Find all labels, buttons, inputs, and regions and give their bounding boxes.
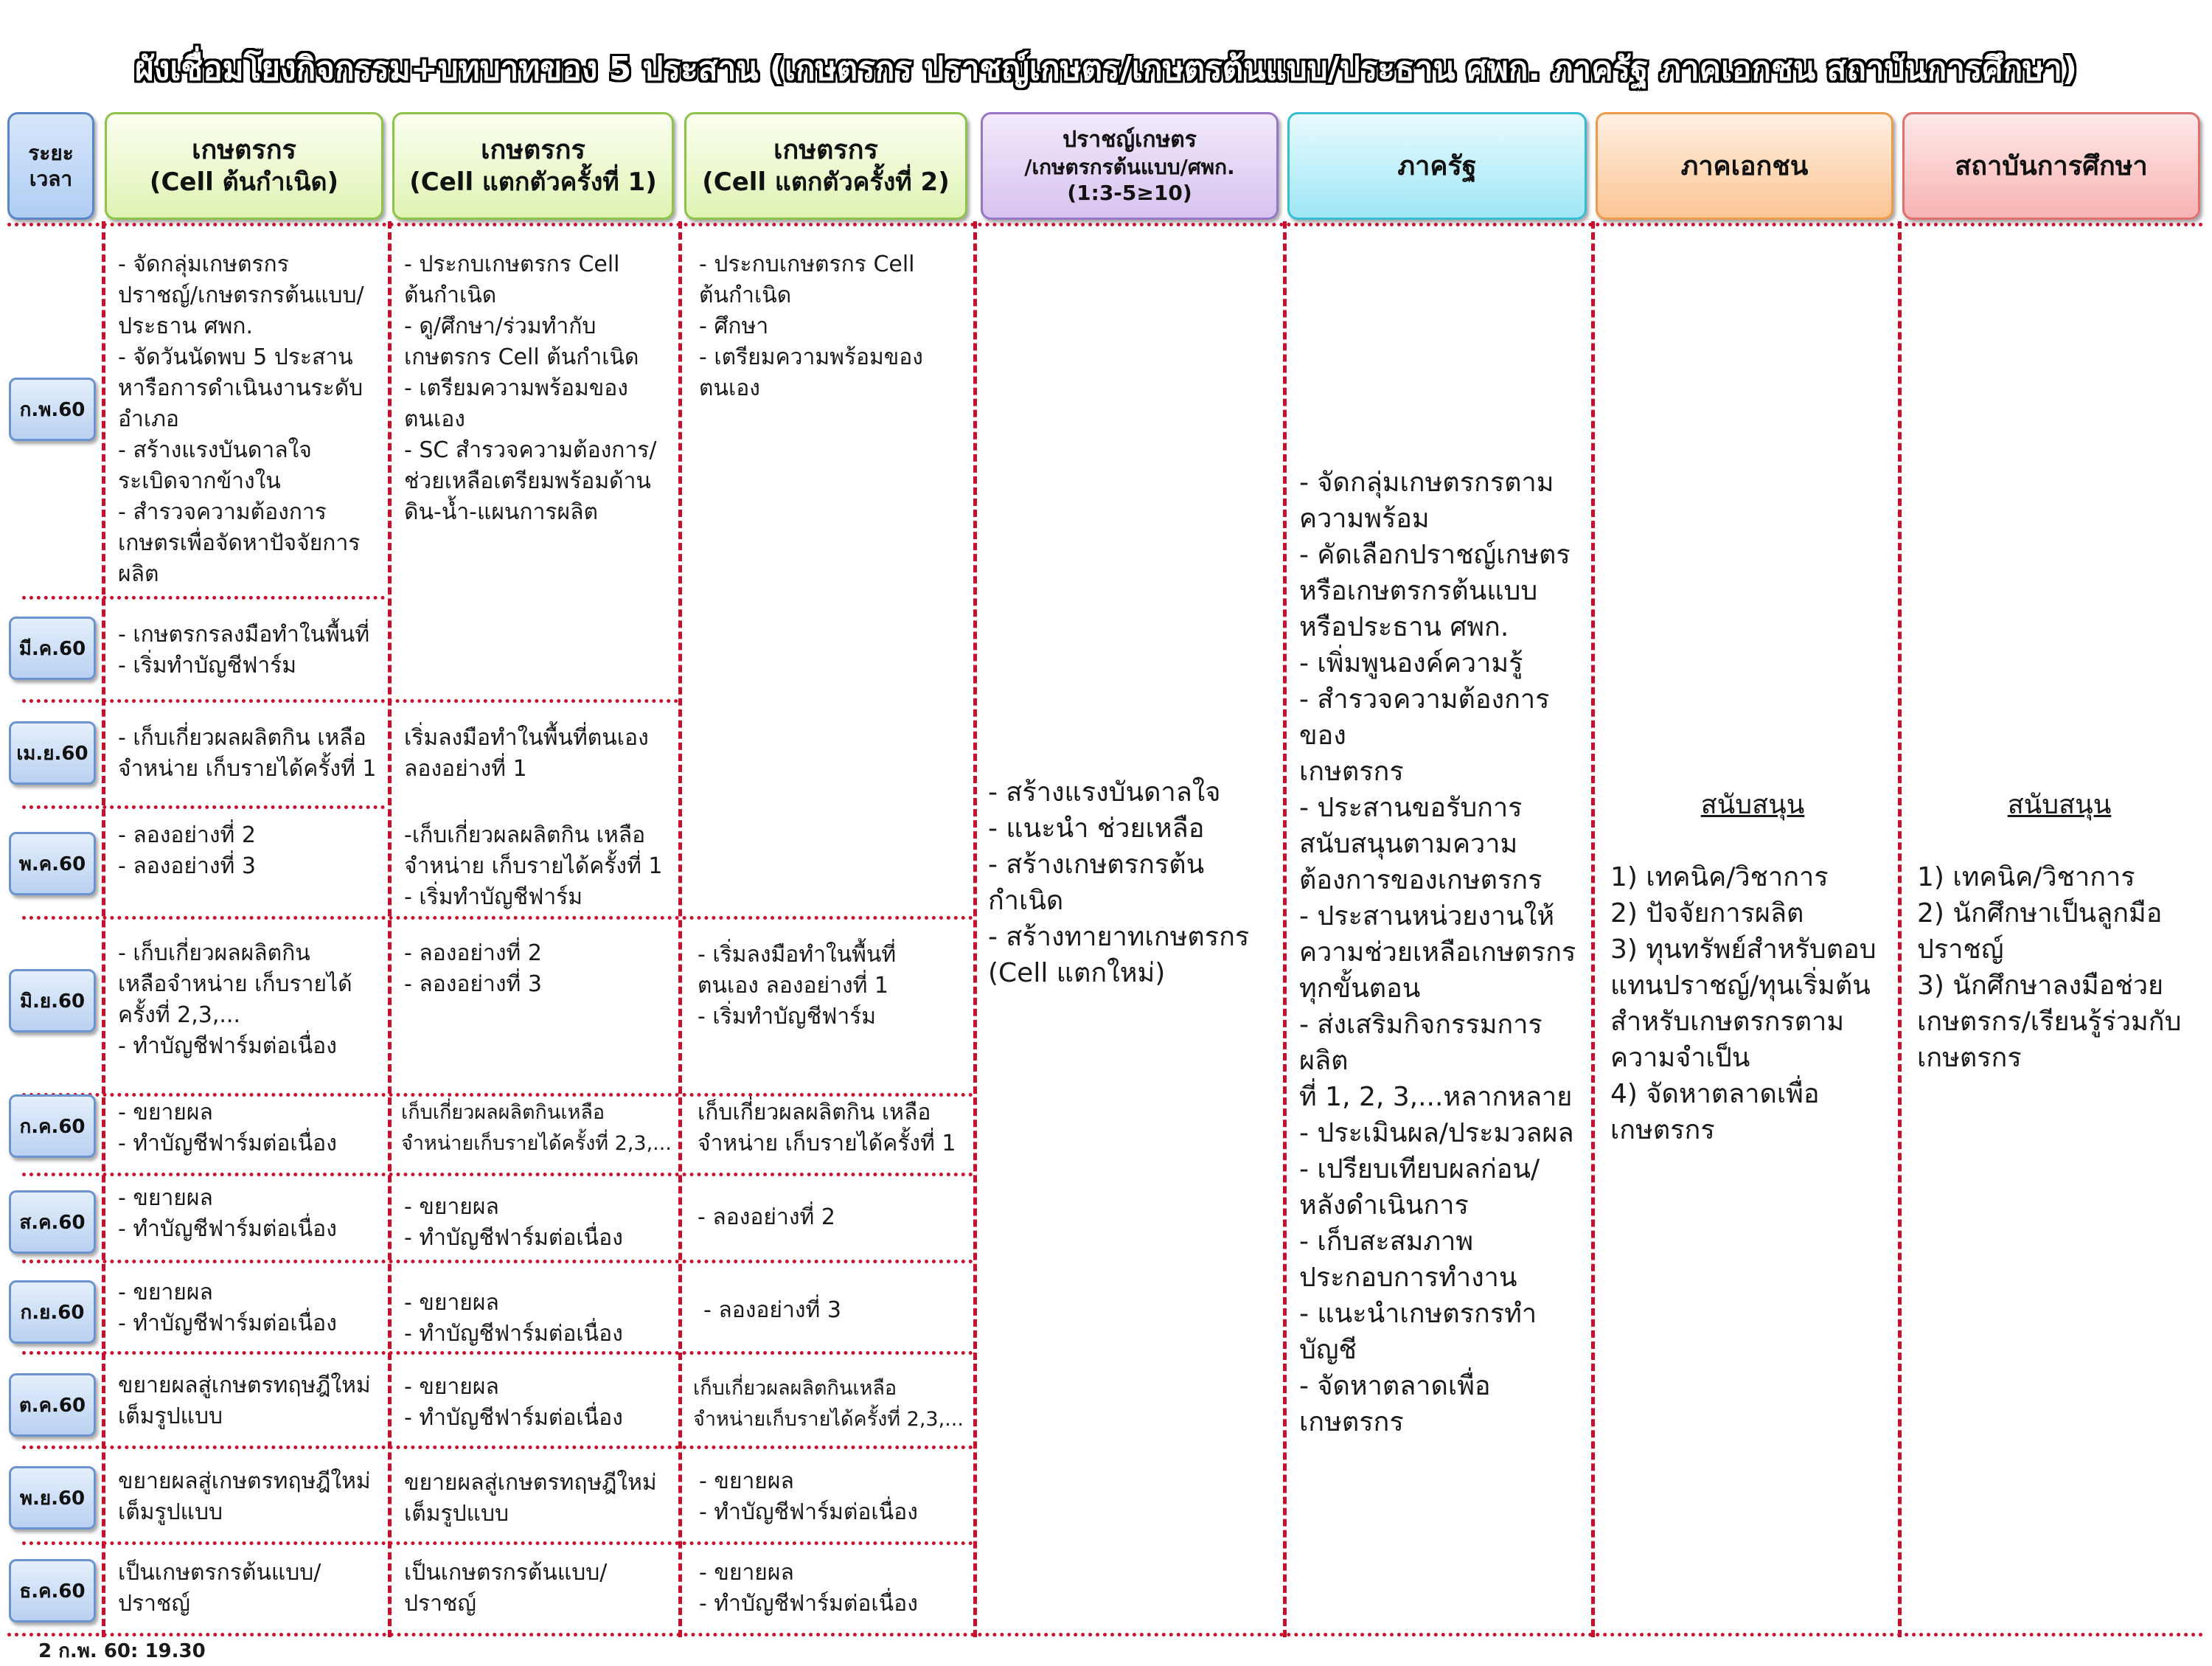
cell-sage-roles: - สร้างแรงบันดาลใจ - แนะนำ ช่วยเหลือ - สร้างเกษตรกรต้น กำเนิด - สร้างทายาทเกษตรกร (Cell แตกใหม่) bbox=[988, 777, 1250, 988]
cell-farmer-origin-jun: - เก็บเกี่ยวผลผลิตกิน เหลือจำหน่าย เก็บรายได้ ครั้งที่ 2,3,... - ทำบัญชีฟาร์มต่อเนื่อง bbox=[118, 940, 352, 1059]
cell-farmer-split2-dec: - ขยายผล - ทำบัญชีฟาร์มต่อเนื่อง bbox=[699, 1560, 918, 1617]
month-label-mar: มี.ค.60 bbox=[9, 617, 96, 680]
col-divider-1 bbox=[102, 221, 105, 1637]
month-label-apr: เม.ย.60 bbox=[9, 721, 96, 785]
cell-farmer-split1-jul: เก็บเกี่ยวผลผลิตกินเหลือ จำหน่ายเก็บรายได้ครั้งที่ 2,3,... bbox=[401, 1101, 672, 1155]
cell-private-roles bbox=[1610, 751, 1895, 1148]
header-farmer-split1 bbox=[392, 112, 674, 220]
row-divider bbox=[22, 805, 385, 809]
cell-farmer-origin-sep: - ขยายผล - ทำบัญชีฟาร์มต่อเนื่อง bbox=[118, 1280, 337, 1336]
row-divider bbox=[22, 1351, 973, 1355]
header-gov-label: ภาครัฐ bbox=[1397, 150, 1477, 181]
header-farmer-split2-line2: (Cell แตกตัวครั้งที่ 2) bbox=[702, 167, 950, 198]
col-divider-5 bbox=[1283, 221, 1287, 1637]
month-label-sep: ก.ย.60 bbox=[9, 1280, 96, 1344]
edu-support-body: 1) เทคนิค/วิชาการ 2) นักศึกษาเป็นลูกมือ ปราชญ์ 3) นักศึกษาลงมือช่วย เกษตรกร/เรียนรู้ร่วมกับ เกษตรกร bbox=[1917, 862, 2182, 1073]
month-label-oct: ต.ค.60 bbox=[9, 1373, 96, 1437]
cell-farmer-split1-feb: - ประกบเกษตรกร Cell ต้นกำเนิด - ดู/ศึกษา/ร่วมทำกับ เกษตรกร Cell ต้นกำเนิด - เตรียมความพร้อมของ ตนเอง - SC สำรวจความต้องการ/ ช่วยเหลือเตรียมพร้อมด้าน ดิน-น้ำ-แผนการผลิต bbox=[404, 251, 657, 525]
cell-farmer-origin-mar: - เกษตรกรลงมือทำในพื้นที่ - เริ่มทำบัญชีฟาร์ม bbox=[118, 622, 370, 678]
header-private-label: ภาคเอกชน bbox=[1680, 150, 1809, 181]
col-divider-2 bbox=[388, 221, 392, 1637]
cell-farmer-split1-sep: - ขยายผล - ทำบัญชีฟาร์มต่อเนื่อง bbox=[404, 1290, 623, 1347]
cell-farmer-split2-aug: - ลองอย่างที่ 2 bbox=[698, 1204, 835, 1230]
header-edu bbox=[1902, 112, 2200, 220]
header-farmer-split1-line2: (Cell แตกตัวครั้งที่ 1) bbox=[409, 167, 657, 198]
cell-farmer-split1-apr: เริ่มลงมือทำในพื้นที่ตนเอง ลองอย่างที่ 1 bbox=[404, 725, 649, 782]
month-label-nov: พ.ย.60 bbox=[9, 1466, 96, 1530]
cell-farmer-split2-nov: - ขยายผล - ทำบัญชีฟาร์มต่อเนื่อง bbox=[699, 1468, 918, 1525]
cell-farmer-origin-apr: - เก็บเกี่ยวผลผลิตกิน เหลือ จำหน่าย เก็บรายได้ครั้งที่ 1 bbox=[118, 725, 377, 782]
month-label-dec: ธ.ค.60 bbox=[9, 1559, 96, 1622]
header-farmer-split2 bbox=[684, 112, 967, 220]
row-divider bbox=[22, 1093, 973, 1097]
col-divider-6 bbox=[1591, 221, 1595, 1637]
header-edu-label: สถาบันการศึกษา bbox=[1955, 150, 2148, 181]
row-divider bbox=[22, 916, 973, 920]
month-label-aug: ส.ค.60 bbox=[9, 1190, 96, 1254]
row-divider bbox=[22, 1541, 973, 1545]
cell-farmer-origin-dec: เป็นเกษตรกรต้นแบบ/ ปราชญ์ bbox=[118, 1560, 321, 1617]
cell-farmer-origin-nov: ขยายผลสู่เกษตรทฤษฎีใหม่ เต็มรูปแบบ bbox=[118, 1468, 371, 1525]
cell-edu-roles bbox=[1917, 751, 2202, 1076]
col-divider-3 bbox=[678, 221, 682, 1637]
header-private bbox=[1596, 112, 1893, 220]
header-time-label: ระยะ เวลา bbox=[28, 141, 74, 191]
header-time bbox=[7, 112, 94, 220]
header-farmer-split2-line1: เกษตรกร bbox=[773, 135, 878, 166]
cell-farmer-origin-may: - ลองอย่างที่ 2 - ลองอย่างที่ 3 bbox=[118, 822, 256, 879]
page-title: ผังเชื่อมโยงกิจกรรม+บทบาทของ 5 ประสาน (เกษตรกร ปราชญ์เกษตร/เกษตรต้นแบบ/ประธาน ศพก. ภาครัฐ ภาคเอกชน สถาบันการศึกษา) bbox=[135, 50, 2077, 88]
cell-farmer-origin-aug: - ขยายผล - ทำบัญชีฟาร์มต่อเนื่อง bbox=[118, 1185, 337, 1242]
col-divider-7 bbox=[1898, 221, 1902, 1637]
cell-farmer-origin-feb: - จัดกลุ่มเกษตรกร ปราชญ์/เกษตรกรต้นแบบ/ ประธาน ศพก. - จัดวันนัดพบ 5 ประสาน หารือการดำเนินงานระดับ อำเภอ - สร้างแรงบันดาลใจ ระเบิดจากข้างใน - สำรวจความต้องการ เกษตรเพื่อจัดหาปัจจัยการ ผลิต bbox=[118, 251, 364, 587]
header-separator bbox=[7, 223, 2205, 226]
row-divider bbox=[22, 596, 385, 600]
cell-farmer-origin-oct: ขยายผลสู่เกษตรทฤษฎีใหม่ เต็มรูปแบบ bbox=[118, 1372, 371, 1429]
cell-farmer-split1-may: -เก็บเกี่ยวผลผลิตกิน เหลือ จำหน่าย เก็บรายได้ครั้งที่ 1 - เริ่มทำบัญชีฟาร์ม bbox=[404, 822, 663, 910]
cell-farmer-split2-sep: - ลองอย่างที่ 3 bbox=[703, 1297, 841, 1323]
footer-date: 2 ก.พ. 60: 19.30 bbox=[38, 1640, 206, 1662]
private-support-title: สนับสนุน bbox=[1700, 790, 1805, 820]
edu-support-title: สนับสนุน bbox=[2007, 790, 2112, 820]
private-support-body: 1) เทคนิค/วิชาการ 2) ปัจจัยการผลิต 3) ทุนทรัพย์สำหรับตอบ แทนปราชญ์/ทุนเริ่มต้น สำหรับเกษตรกรตาม ความจำเป็น 4) จัดหาตลาดเพื่อ เกษตรกร bbox=[1610, 862, 1877, 1145]
cell-farmer-split2-jul: เก็บเกี่ยวผลผลิตกิน เหลือ จำหน่าย เก็บรายได้ครั้งที่ 1 bbox=[698, 1100, 956, 1156]
row-divider bbox=[22, 1445, 973, 1449]
cell-farmer-split1-dec: เป็นเกษตรกรต้นแบบ/ ปราชญ์ bbox=[404, 1560, 608, 1617]
bottom-divider bbox=[7, 1633, 2205, 1637]
cell-farmer-split2-feb: - ประกบเกษตรกร Cell ต้นกำเนิด - ศึกษา - เตรียมความพร้อมของ ตนเอง bbox=[699, 251, 923, 401]
header-sage-line1: ปราชญ์เกษตร bbox=[1062, 127, 1197, 153]
header-farmer-origin-line1: เกษตรกร bbox=[192, 135, 296, 166]
row-divider bbox=[22, 1173, 973, 1176]
month-label-jul: ก.ค.60 bbox=[9, 1094, 96, 1158]
row-divider bbox=[22, 1260, 973, 1263]
header-sage-line2: /เกษตรกรต้นแบบ/ศพก. bbox=[1024, 154, 1235, 179]
cell-farmer-origin-jul: - ขยายผล - ทำบัญชีฟาร์มต่อเนื่อง bbox=[118, 1100, 337, 1156]
header-gov bbox=[1287, 112, 1587, 220]
cell-gov-roles: - จัดกลุ่มเกษตรกรตาม ความพร้อม - คัดเลือกปราชญ์เกษตร หรือเกษตรกรต้นแบบ หรือประธาน ศพก. - เพิ่มพูนองค์ความรู้ - สำรวจความต้องการของ เกษตรกร - ประสานขอรับการ สนับสนุนตามความ ต้องการของเกษตรกร - ประสานหน่วยงานให้ ความช่วยเหลือเกษตรกร ทุกขั้นตอน - ส่งเสริมกิจกรรมการผลิต ที่ 1, 2, 3,...หลากหลาย - ประเมินผล/ประมวลผล - เปรียบเทียบผลก่อน/ หลังดำเนินการ - เก็บสะสมภาพ ประกอบการทำงาน - แนะนำเกษตรกรทำ บัญชี - จัดหาตลาดเพื่อ เกษตรกร bbox=[1299, 468, 1576, 1437]
header-sage bbox=[981, 112, 1279, 220]
cell-farmer-split1-nov: ขยายผลสู่เกษตรทฤษฎีใหม่ เต็มรูปแบบ bbox=[404, 1470, 657, 1527]
month-label-may: พ.ค.60 bbox=[9, 832, 96, 895]
cell-farmer-split1-aug: - ขยายผล - ทำบัญชีฟาร์มต่อเนื่อง bbox=[404, 1194, 623, 1251]
cell-farmer-split1-jun: - ลองอย่างที่ 2 - ลองอย่างที่ 3 bbox=[404, 940, 542, 997]
header-farmer-origin-line2: (Cell ต้นกำเนิด) bbox=[149, 167, 339, 198]
row-divider bbox=[22, 699, 678, 703]
month-label-jun: มิ.ย.60 bbox=[9, 969, 96, 1032]
month-label-feb: ก.พ.60 bbox=[9, 378, 96, 441]
cell-farmer-split1-oct: - ขยายผล - ทำบัญชีฟาร์มต่อเนื่อง bbox=[404, 1374, 623, 1431]
header-farmer-origin bbox=[105, 112, 383, 220]
cell-farmer-split2-oct: เก็บเกี่ยวผลผลิตกินเหลือ จำหน่ายเก็บรายได้ครั้งที่ 2,3,... bbox=[693, 1377, 964, 1431]
header-farmer-split1-line1: เกษตรกร bbox=[481, 135, 585, 166]
col-divider-4 bbox=[973, 221, 977, 1637]
cell-farmer-split2-jun: - เริ่มลงมือทำในพื้นที่ ตนเอง ลองอย่างที่ 1 - เริ่มทำบัญชีฟาร์ม bbox=[698, 942, 897, 1030]
header-sage-line3: (1:3-5≥10) bbox=[1067, 180, 1192, 205]
